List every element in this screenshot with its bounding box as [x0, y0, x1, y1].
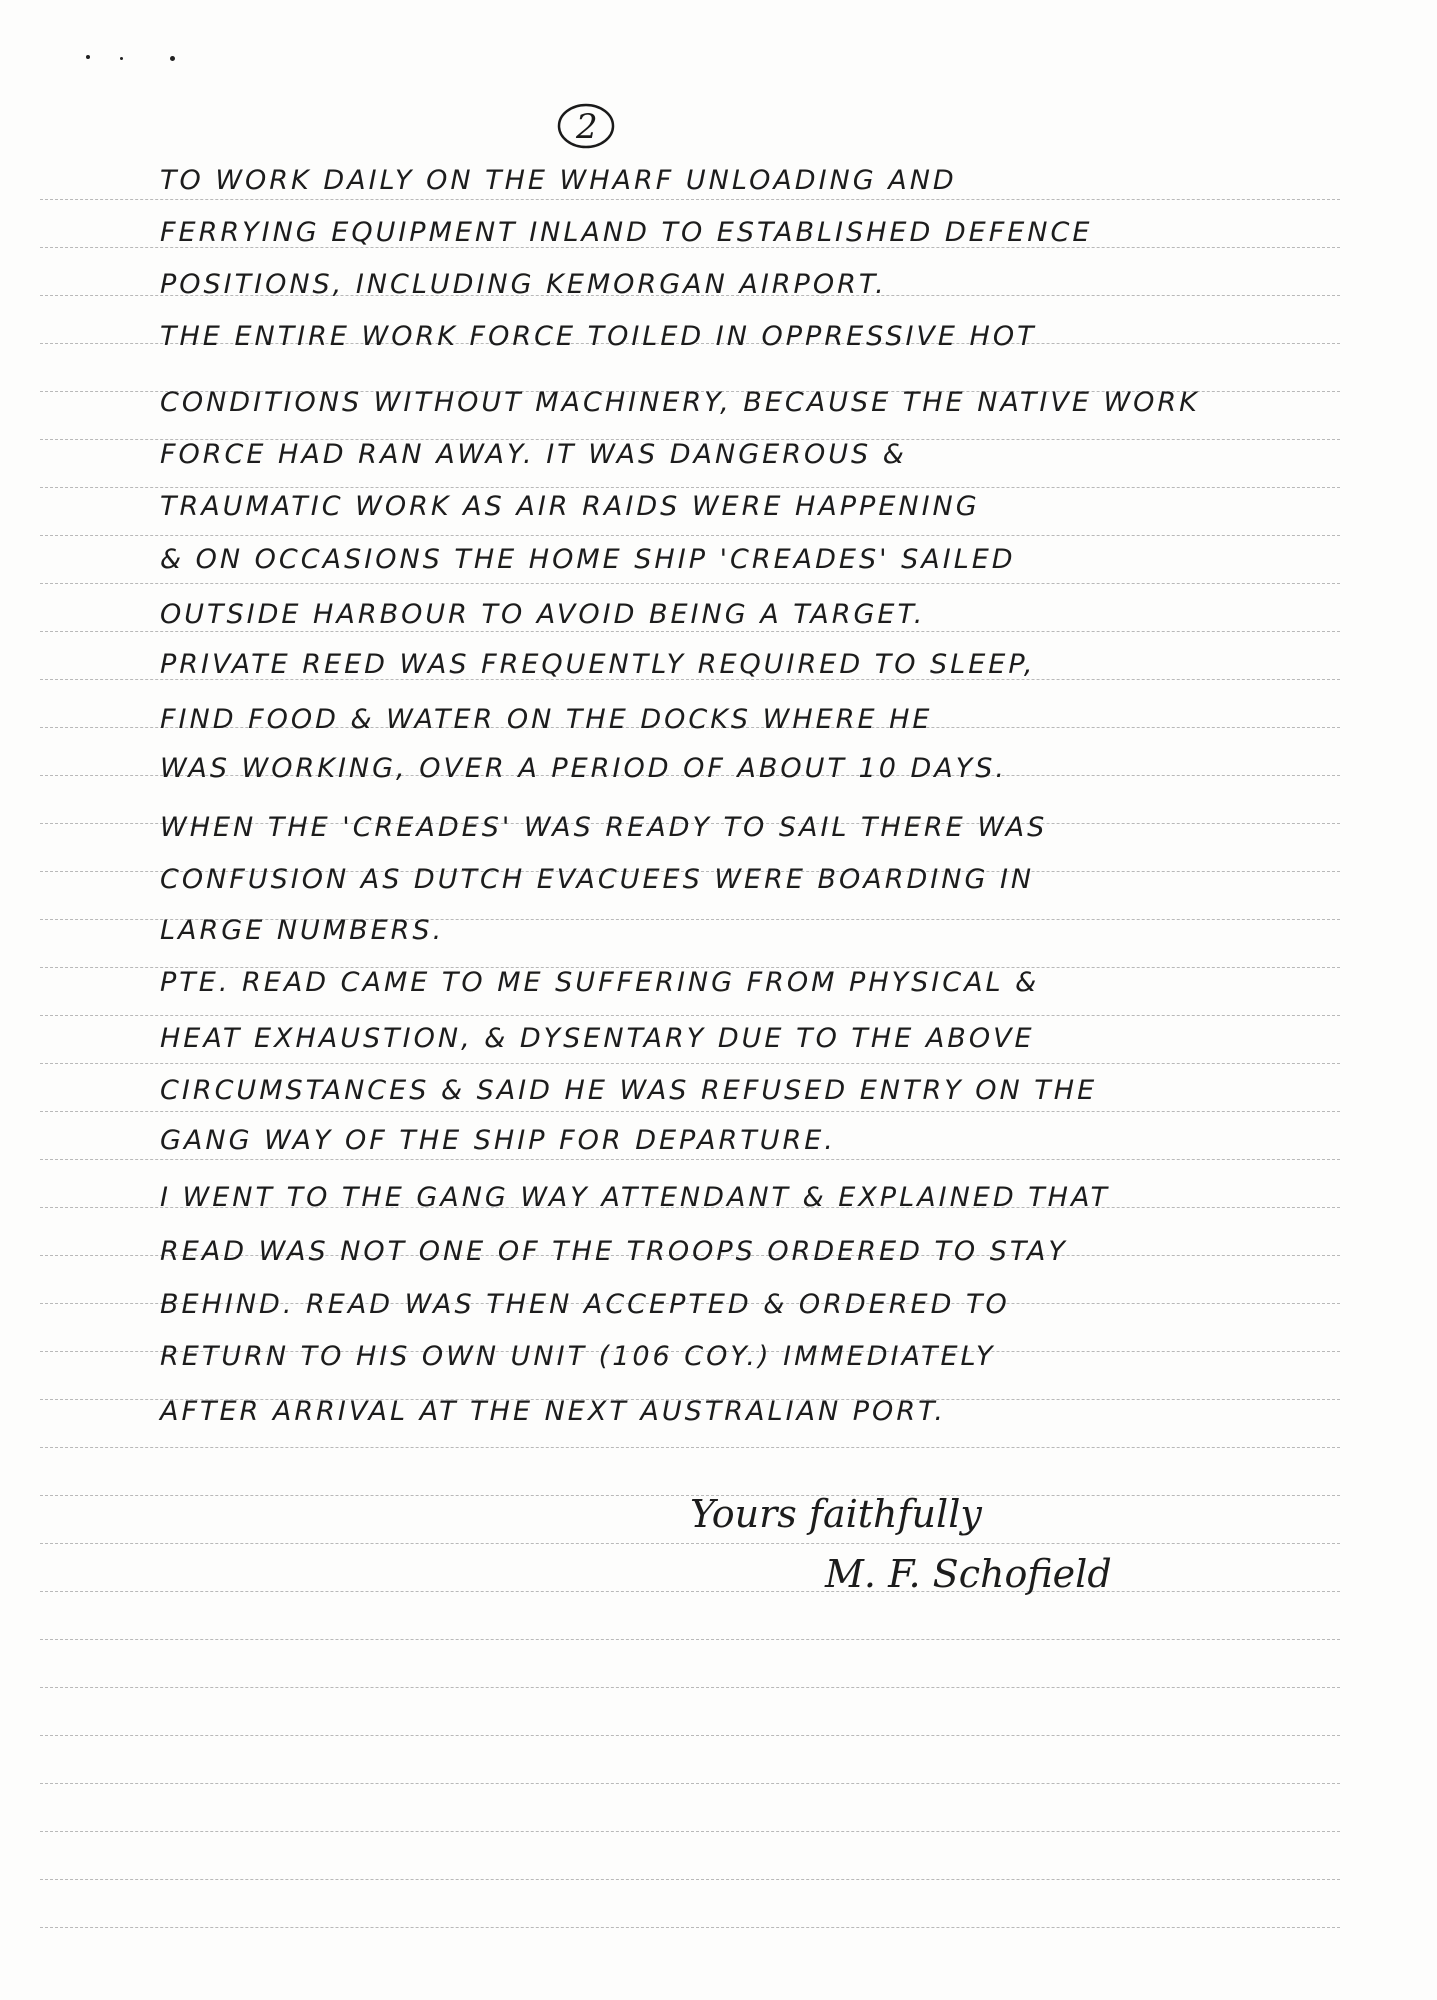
- ruled-line: [40, 1159, 1340, 1160]
- letter-line: PTE. READ CAME TO ME SUFFERING FROM PHYSICAL &: [160, 967, 1040, 998]
- letter-line: FERRYING EQUIPMENT INLAND TO ESTABLISHED DEFENCE: [160, 217, 1093, 248]
- ruled-line: [40, 1063, 1340, 1064]
- letter-line: WHEN THE 'CREADES' WAS READY TO SAIL THERE WAS: [160, 812, 1048, 843]
- ruled-line: [40, 535, 1340, 536]
- letter-line: READ WAS NOT ONE OF THE TROOPS ORDERED TO STAY: [160, 1236, 1068, 1267]
- letter-line: OUTSIDE HARBOUR TO AVOID BEING A TARGET.: [160, 599, 926, 630]
- ruled-line: [40, 1591, 1340, 1592]
- letter-line: BEHIND. READ WAS THEN ACCEPTED & ORDERED TO: [160, 1289, 1010, 1320]
- closing-salutation: Yours faithfully: [690, 1492, 982, 1536]
- letter-line: POSITIONS, INCLUDING KEMORGAN AIRPORT.: [160, 269, 887, 300]
- ruled-line: [40, 1639, 1340, 1640]
- ruled-line: [40, 1015, 1340, 1016]
- letter-line: WAS WORKING, OVER A PERIOD OF ABOUT 10 DAYS.: [160, 753, 1007, 784]
- scan-speck: [86, 55, 90, 59]
- letter-line: AFTER ARRIVAL AT THE NEXT AUSTRALIAN PORT.: [160, 1396, 946, 1427]
- letter-line: THE ENTIRE WORK FORCE TOILED IN OPPRESSIVE HOT: [160, 321, 1037, 352]
- ruled-line: [40, 1543, 1340, 1544]
- page-number: 2: [576, 107, 598, 147]
- ruled-line: [40, 1111, 1340, 1112]
- letter-line: RETURN TO HIS OWN UNIT (106 COY.) IMMEDIATELY: [160, 1341, 996, 1372]
- letter-line: FORCE HAD RAN AWAY. IT WAS DANGEROUS &: [160, 439, 907, 470]
- letter-line: LARGE NUMBERS.: [160, 915, 445, 946]
- letter-line: GANG WAY OF THE SHIP FOR DEPARTURE.: [160, 1125, 836, 1156]
- letter-line: TRAUMATIC WORK AS AIR RAIDS WERE HAPPENING: [160, 491, 980, 522]
- signature: M. F. Schofield: [825, 1552, 1112, 1596]
- letter-line: I WENT TO THE GANG WAY ATTENDANT & EXPLAINED THAT: [160, 1182, 1110, 1213]
- ruled-line: [40, 199, 1340, 200]
- ruled-line: [40, 1735, 1340, 1736]
- page-number-circle: [556, 100, 618, 150]
- letter-line: HEAT EXHAUSTION, & DYSENTARY DUE TO THE ABOVE: [160, 1023, 1035, 1054]
- letter-line: PRIVATE REED WAS FREQUENTLY REQUIRED TO SLEEP,: [160, 649, 1036, 680]
- letter-line: CONFUSION AS DUTCH EVACUEES WERE BOARDING IN: [160, 864, 1035, 895]
- ruled-line: [40, 487, 1340, 488]
- ruled-line: [40, 1927, 1340, 1928]
- ruled-line: [40, 1879, 1340, 1880]
- ruled-line: [40, 1783, 1340, 1784]
- ruled-line: [40, 1831, 1340, 1832]
- ruled-line: [40, 1447, 1340, 1448]
- ruled-line: [40, 583, 1340, 584]
- letter-line: TO WORK DAILY ON THE WHARF UNLOADING AND: [160, 165, 957, 196]
- scan-speck: [170, 56, 175, 61]
- letter-line: FIND FOOD & WATER ON THE DOCKS WHERE HE: [160, 704, 933, 735]
- scan-speck: [120, 57, 123, 60]
- letter-line: CIRCUMSTANCES & SAID HE WAS REFUSED ENTRY ON THE: [160, 1075, 1098, 1106]
- letter-line: & ON OCCASIONS THE HOME SHIP 'CREADES' SAILED: [160, 544, 1016, 575]
- letter-line: CONDITIONS WITHOUT MACHINERY, BECAUSE THE NATIVE WORK: [160, 387, 1200, 418]
- ruled-line: [40, 1687, 1340, 1688]
